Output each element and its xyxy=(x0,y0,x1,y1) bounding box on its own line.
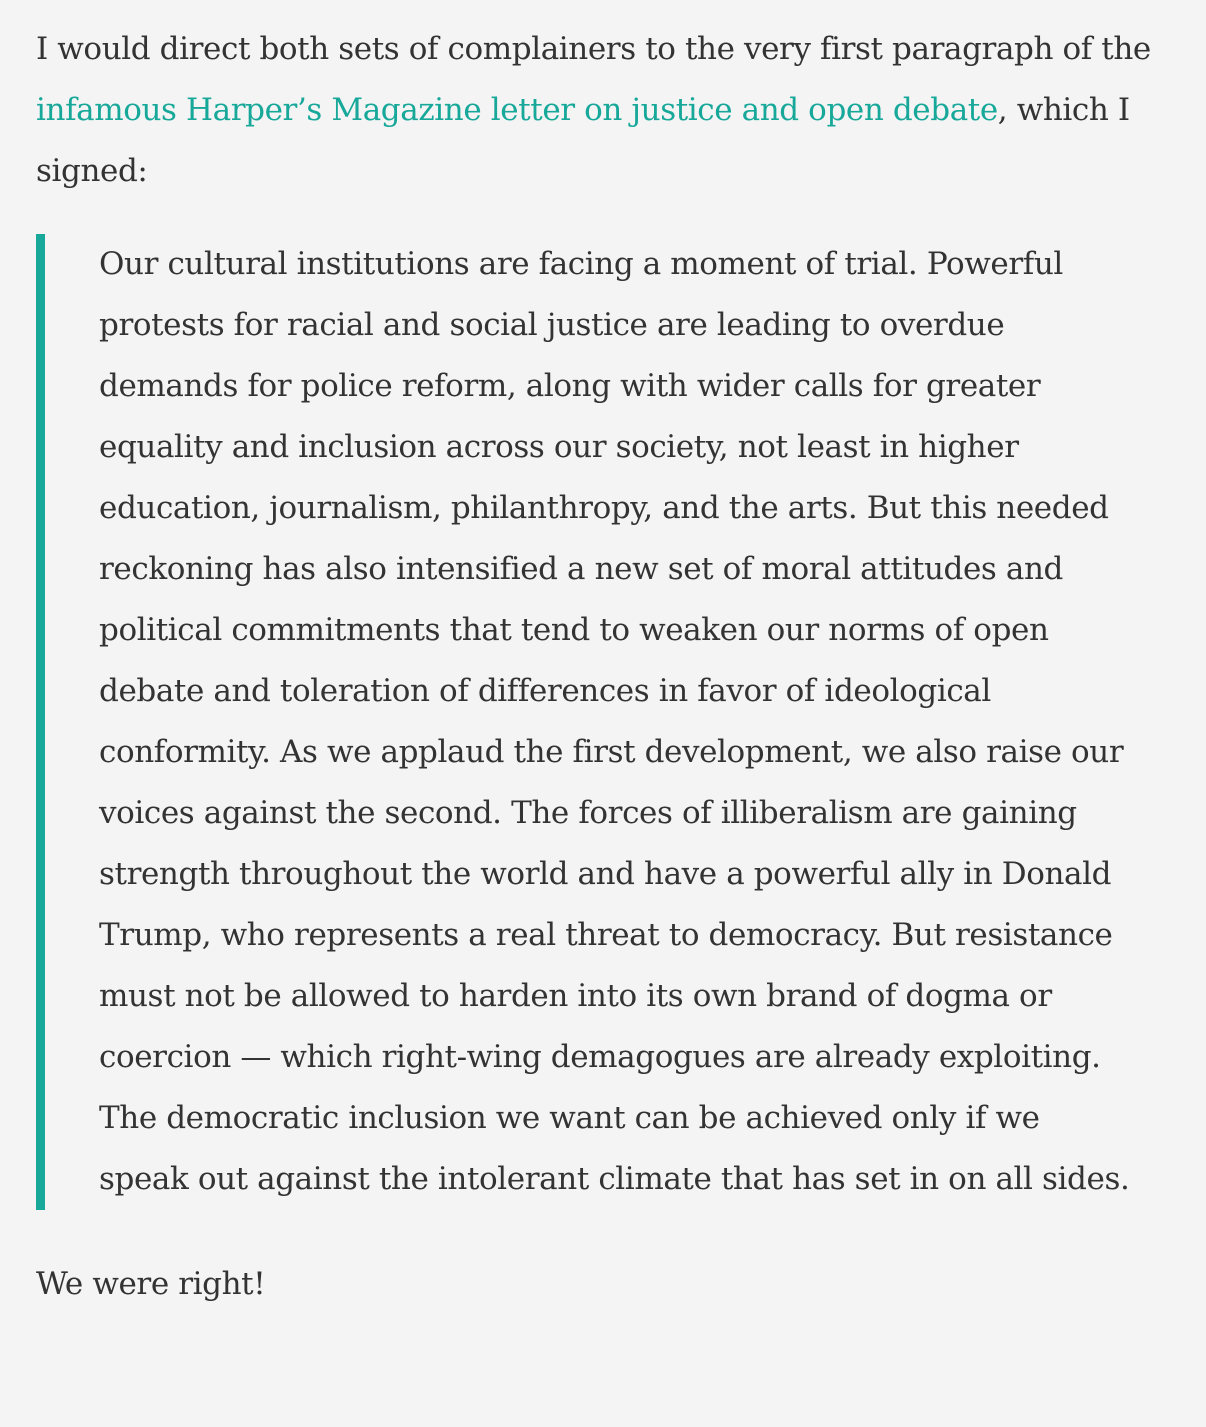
blockquote xyxy=(36,234,1136,1210)
intro-suffix: , which I signed: xyxy=(36,92,1130,189)
harpers-letter-link[interactable]: infamous Harper’s Magazine letter on justice and open debate xyxy=(36,92,998,128)
intro-text: I would direct both sets of complainers to the very first paragraph of the xyxy=(36,31,1151,67)
closing-paragraph: We were right! xyxy=(36,1266,266,1302)
blockquote-text: Our cultural institutions are facing a moment of trial. Powerful protests for racial and social justice are leading to overdue demands for police reform, along with wider calls for greater equality and inclusion across our society, not least in higher education, journalism, philanthropy, and the arts. But this needed reckoning has also intensified a new set of moral attitudes and political commitments that tend to weaken our norms of open debate and toleration of differences in favor of ideological conformity. As we applaud the first development, we also raise our voices against the second. The forces of illiberalism are gaining strength throughout the world and have a powerful ally in Donald Trump, who represents a real threat to democracy. But resistance must not be allowed to harden into its own brand of dogma or coercion — which right-wing demagogues are already exploiting. The democratic inclusion we want can be achieved only if we speak out against the intolerant climate that has set in on all sides. xyxy=(99,246,1130,1197)
intro-paragraph xyxy=(36,19,1176,202)
article-body xyxy=(36,19,1176,1315)
